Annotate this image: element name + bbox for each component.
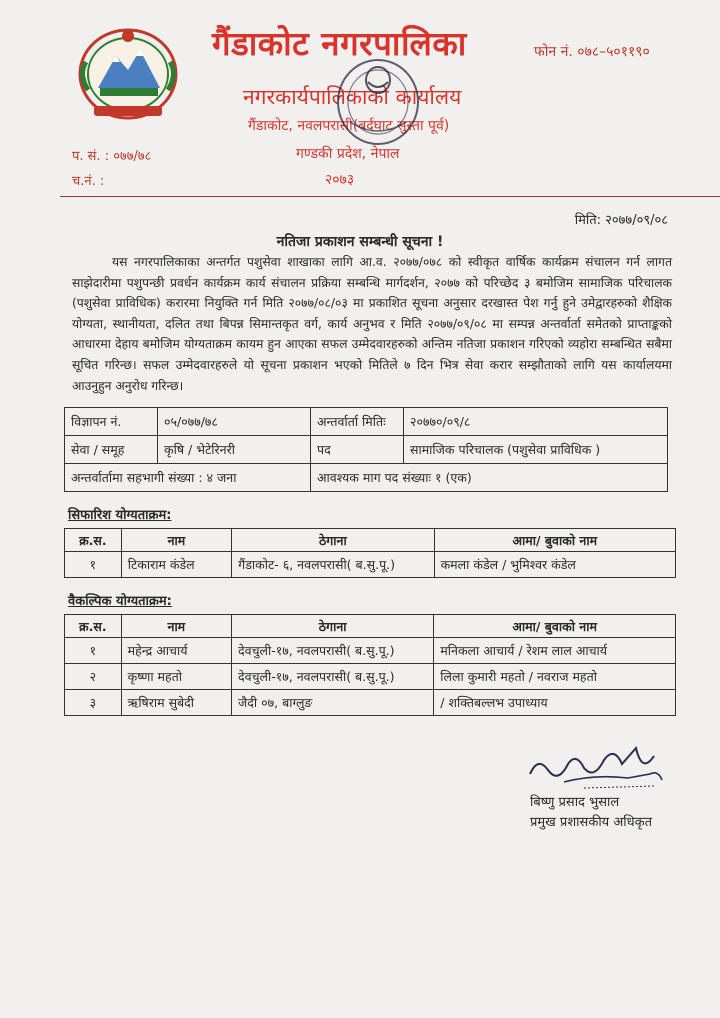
cell-sn: ३	[65, 690, 122, 716]
interview-date-value: २०७७०/०९/८	[404, 408, 668, 436]
participants-count: अन्तर्वार्तामा सहभागी संख्या : ४ जना	[65, 464, 311, 492]
municipality-emblem-icon	[72, 22, 184, 122]
address-line-1: गैंडाकोट, नवलपरासी(बर्दघाट सुस्ता पूर्व)	[248, 118, 450, 134]
cell-parents: कमला कंडेल / भुमिश्वर कंडेल	[434, 552, 675, 578]
recommended-heading: सिफारिश योग्यताक्रम:	[68, 508, 172, 523]
col-sn: क्र.स.	[65, 615, 122, 638]
table-row	[65, 464, 668, 492]
interview-date-label: अन्तर्वार्ता मितिः	[311, 408, 404, 436]
vacancy-info-table	[64, 407, 668, 492]
col-address: ठेगाना	[232, 615, 434, 638]
signer-title: प्रमुख प्रशासकीय अधिकृत	[530, 815, 653, 830]
office-subtitle: नगरकार्यपालिकाको कार्यालय	[243, 85, 462, 109]
cell-sn: १	[65, 552, 122, 578]
table-header-row	[65, 615, 676, 638]
cell-name: कृष्णा महतो	[121, 664, 231, 690]
alternate-table	[64, 614, 676, 716]
handwritten-signature-icon	[524, 734, 674, 792]
required-posts: आवश्यक माग पद संख्याः १ (एक)	[311, 464, 668, 492]
establishment-year: २०७३	[325, 172, 355, 188]
cell-sn: २	[65, 664, 122, 690]
notice-body: यस नगरपालिकाका अन्तर्गत पशुसेवा शाखाका लागि आ.व. २०७७/०७८ को स्वीकृत वार्षिक कार्यक्रम संचालन गर्न लागत साझेदारीमा पशुपन्छी प्रवर्धन कार्यक्रम कार्य संचालन प्रक्रिया सम्बन्धि मार्गदर्शन, २०७७ को परिच्छेद ३ बमोजिम सामाजिक परिचालक (पशुसेवा प्राविधिक) करारमा नियुक्ति गर्न मिति २०७७/०८/०३ मा प्रकाशित सूचना अनुसार दरखास्त पेश गर्नु हुने उमेद्वारहरुको शैक्षिक योग्यता, स्थानीयता, दलित तथा बिपन्न सिमान्तकृत वर्ग, कार्य अनुभव र मिति २०७७/०९/०८ मा सम्पन्न अन्तर्वार्ता समेतको प्राप्ताङ्कको आधारमा देहाय बमोजिम योग्यताक्रम कायम हुन आएका सफल उम्मेदवारहरुको अन्तिम नतिजा प्रकाशन गरिएको व्यहोरा सम्बन्धित सबैमा सूचित गरिन्छ। सफल उम्मेदवारहरुले यो सूचना प्रकाशन भएको मितिले ७ दिन भित्र सेवा करार सम्झौताको लागि यस कार्यालयमा आउनुहुन अनुरोध गरिन्छ।	[72, 255, 672, 393]
post-value: सामाजिक परिचालक (पशुसेवा प्राविधिक )	[404, 436, 668, 464]
post-label: पद	[311, 436, 404, 464]
cell-address: देवचुली-१७, नवलपरासी( ब.सु.पू.)	[232, 638, 434, 664]
dispatch-number: च.नं. :	[72, 174, 105, 189]
recommended-table	[64, 528, 676, 578]
notice-title: नतिजा प्रकाशन सम्बन्धी सूचना !	[276, 234, 444, 250]
cell-parents: / शक्तिबल्लभ उपाध्याय	[434, 690, 676, 716]
col-sn: क्र.स.	[65, 529, 122, 552]
col-parents: आमा/ बुवाको नाम	[434, 615, 676, 638]
table-row	[65, 552, 676, 578]
cell-sn: १	[65, 638, 122, 664]
table-row	[65, 638, 676, 664]
table-row	[65, 436, 668, 464]
table-row	[65, 664, 676, 690]
cell-name: महेन्द्र आचार्य	[121, 638, 231, 664]
cell-address: देवचुली-१७, नवलपरासी( ब.सु.पू.)	[232, 664, 434, 690]
municipality-title: गैंडाकोट नगरपालिका	[212, 24, 467, 63]
col-parents: आमा/ बुवाको नाम	[434, 529, 675, 552]
cell-name: ऋषिराम सुबेदी	[121, 690, 231, 716]
signer-name: बिष्णु प्रसाद भुसाल	[530, 795, 620, 810]
cell-name: टिकाराम कंडेल	[121, 552, 231, 578]
table-header-row	[65, 529, 676, 552]
service-group-value: कृषि / भेटेरिनरी	[158, 436, 311, 464]
notice-date: मिति: २०७७/०९/०८	[574, 213, 668, 228]
office-stamp-icon	[330, 52, 426, 162]
cell-parents: लिला कुमारी महतो / नवराज महतो	[434, 664, 676, 690]
phone-number: फोन नं. ०७८–५०११९०	[534, 44, 650, 60]
reference-number: प. सं. : ०७७/७८	[72, 149, 152, 164]
cell-address: जैदी ०७, बाग्लुङ	[232, 690, 434, 716]
adv-no-label: विज्ञापन नं.	[65, 408, 158, 436]
col-name: नाम	[121, 615, 231, 638]
address-line-2: गण्डकी प्रदेश, नेपाल	[296, 146, 400, 162]
cell-address: गैंडाकोट- ६, नवलपरासी( ब.सु.पू.)	[232, 552, 434, 578]
cell-parents: मनिकला आचार्य / रेशम लाल आचार्य	[434, 638, 676, 664]
table-row	[65, 408, 668, 436]
adv-no-value: ०५/०७७/७८	[158, 408, 311, 436]
col-name: नाम	[121, 529, 231, 552]
service-group-label: सेवा / समूह	[65, 436, 158, 464]
header-divider	[60, 196, 720, 197]
table-row	[65, 690, 676, 716]
alternate-heading: वैकल्पिक योग्यताक्रम:	[68, 594, 172, 609]
col-address: ठेगाना	[232, 529, 434, 552]
